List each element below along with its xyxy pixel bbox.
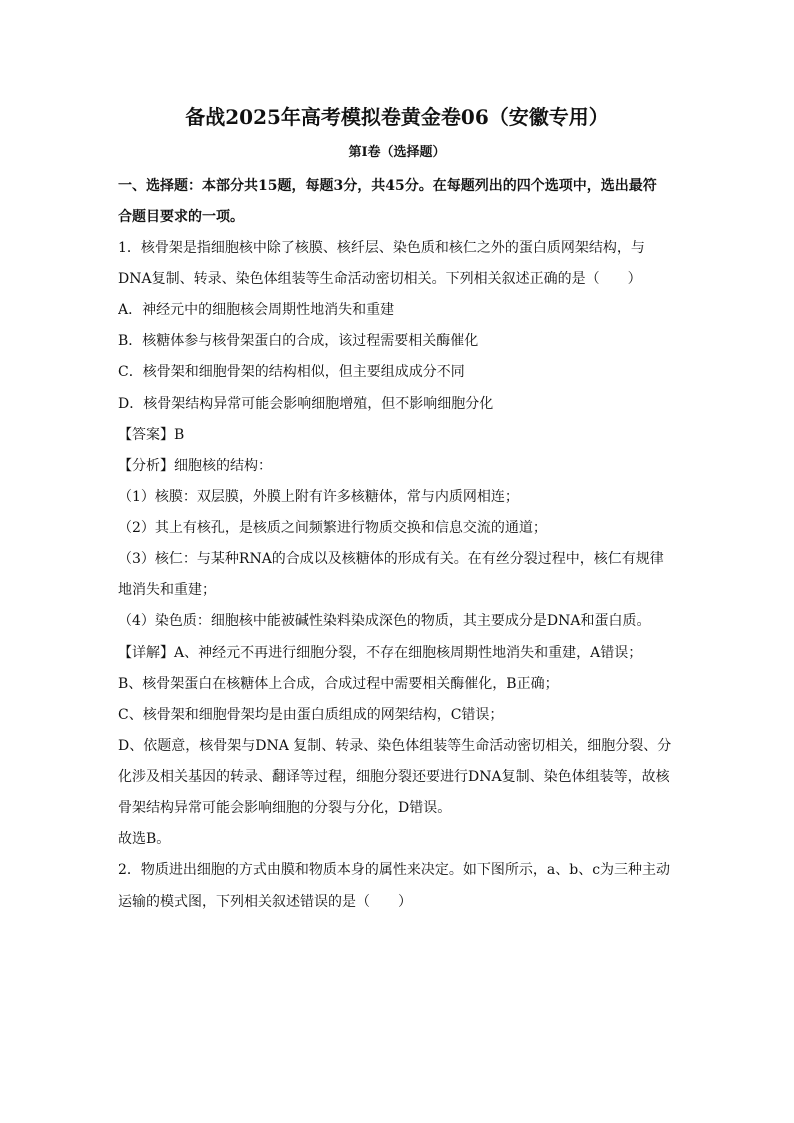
q2-stem-line-1: 2．物质进出细胞的方式由膜和物质本身的属性来决定。如下图所示，a、b、c为三种主动 (118, 862, 671, 878)
q1-detail-a: 【详解】A、神经元不再进行细胞分裂，不存在细胞核周期性地消失和重建，A错误； (118, 645, 643, 661)
q2-stem-line-2: 运输的模式图，下列相关叙述错误的是（ ） (118, 894, 412, 910)
section-subtitle: 第I卷（选择题） (348, 145, 446, 160)
q1-analysis-item-1: （1）核膜：双层膜，外膜上附有许多核糖体，常与内质网相连； (118, 489, 519, 505)
q1-conclusion: 故选B。 (118, 831, 171, 847)
q1-option-c: C．核骨架和细胞骨架的结构相似，但主要组成成分不同 (118, 364, 465, 380)
q1-analysis-item-4: （4）染色质：细胞核中能被碱性染料染成深色的物质，其主要成分是DNA和蛋白质。 (118, 613, 651, 629)
section-heading-line-1: 一、选择题：本部分共15题，每题3分，共45分。在每题列出的四个选项中，选出最符 (118, 178, 657, 194)
q1-detail-d-line-2: 化涉及相关基因的转录、翻译等过程，细胞分裂还要进行DNA复制、染色体组装等，故核 (118, 769, 670, 785)
q1-stem-line-1: 1．核骨架是指细胞核中除了核膜、核纤层、染色质和核仁之外的蛋白质网架结构，与 (118, 240, 645, 256)
q1-option-b: B．核糖体参与核骨架蛋白的合成，该过程需要相关酶催化 (118, 333, 479, 349)
q1-option-d: D．核骨架结构异常可能会影响细胞增殖，但不影响细胞分化 (118, 396, 494, 412)
q1-detail-c: C、核骨架和细胞骨架均是由蛋白质组成的网架结构，C错误； (118, 707, 504, 723)
q1-detail-d-line-3: 骨架结构异常可能会影响细胞的分裂与分化，D错误。 (118, 800, 452, 816)
q1-analysis-item-3-cont: 地消失和重建； (118, 582, 216, 598)
q1-answer: 【答案】B (118, 427, 185, 443)
section-heading-line-2: 合题目要求的一项。 (118, 209, 244, 225)
q1-analysis-heading: 【分析】细胞核的结构： (118, 458, 272, 474)
q1-analysis-item-3: （3）核仁：与某种RNA的合成以及核糖体的形成有关。在有丝分裂过程中，核仁有规律 (118, 551, 664, 567)
q1-analysis-item-2: （2）其上有核孔，是核质之间频繁进行物质交换和信息交流的通道； (118, 520, 547, 536)
page-title: 备战2025年高考模拟卷黄金卷06（安徽专用） (185, 105, 609, 129)
q1-option-a: A．神经元中的细胞核会周期性地消失和重建 (118, 302, 395, 318)
q1-stem-line-2: DNA复制、转录、染色体组装等生命活动密切相关。下列相关叙述正确的是（ ） (118, 271, 642, 287)
q1-detail-b: B、核骨架蛋白在核糖体上合成，合成过程中需要相关酶催化，B正确； (118, 676, 559, 692)
q1-detail-d-line-1: D、依题意，核骨架与DNA 复制、转录、染色体组装等生命活动密切相关，细胞分裂、分 (118, 738, 672, 754)
